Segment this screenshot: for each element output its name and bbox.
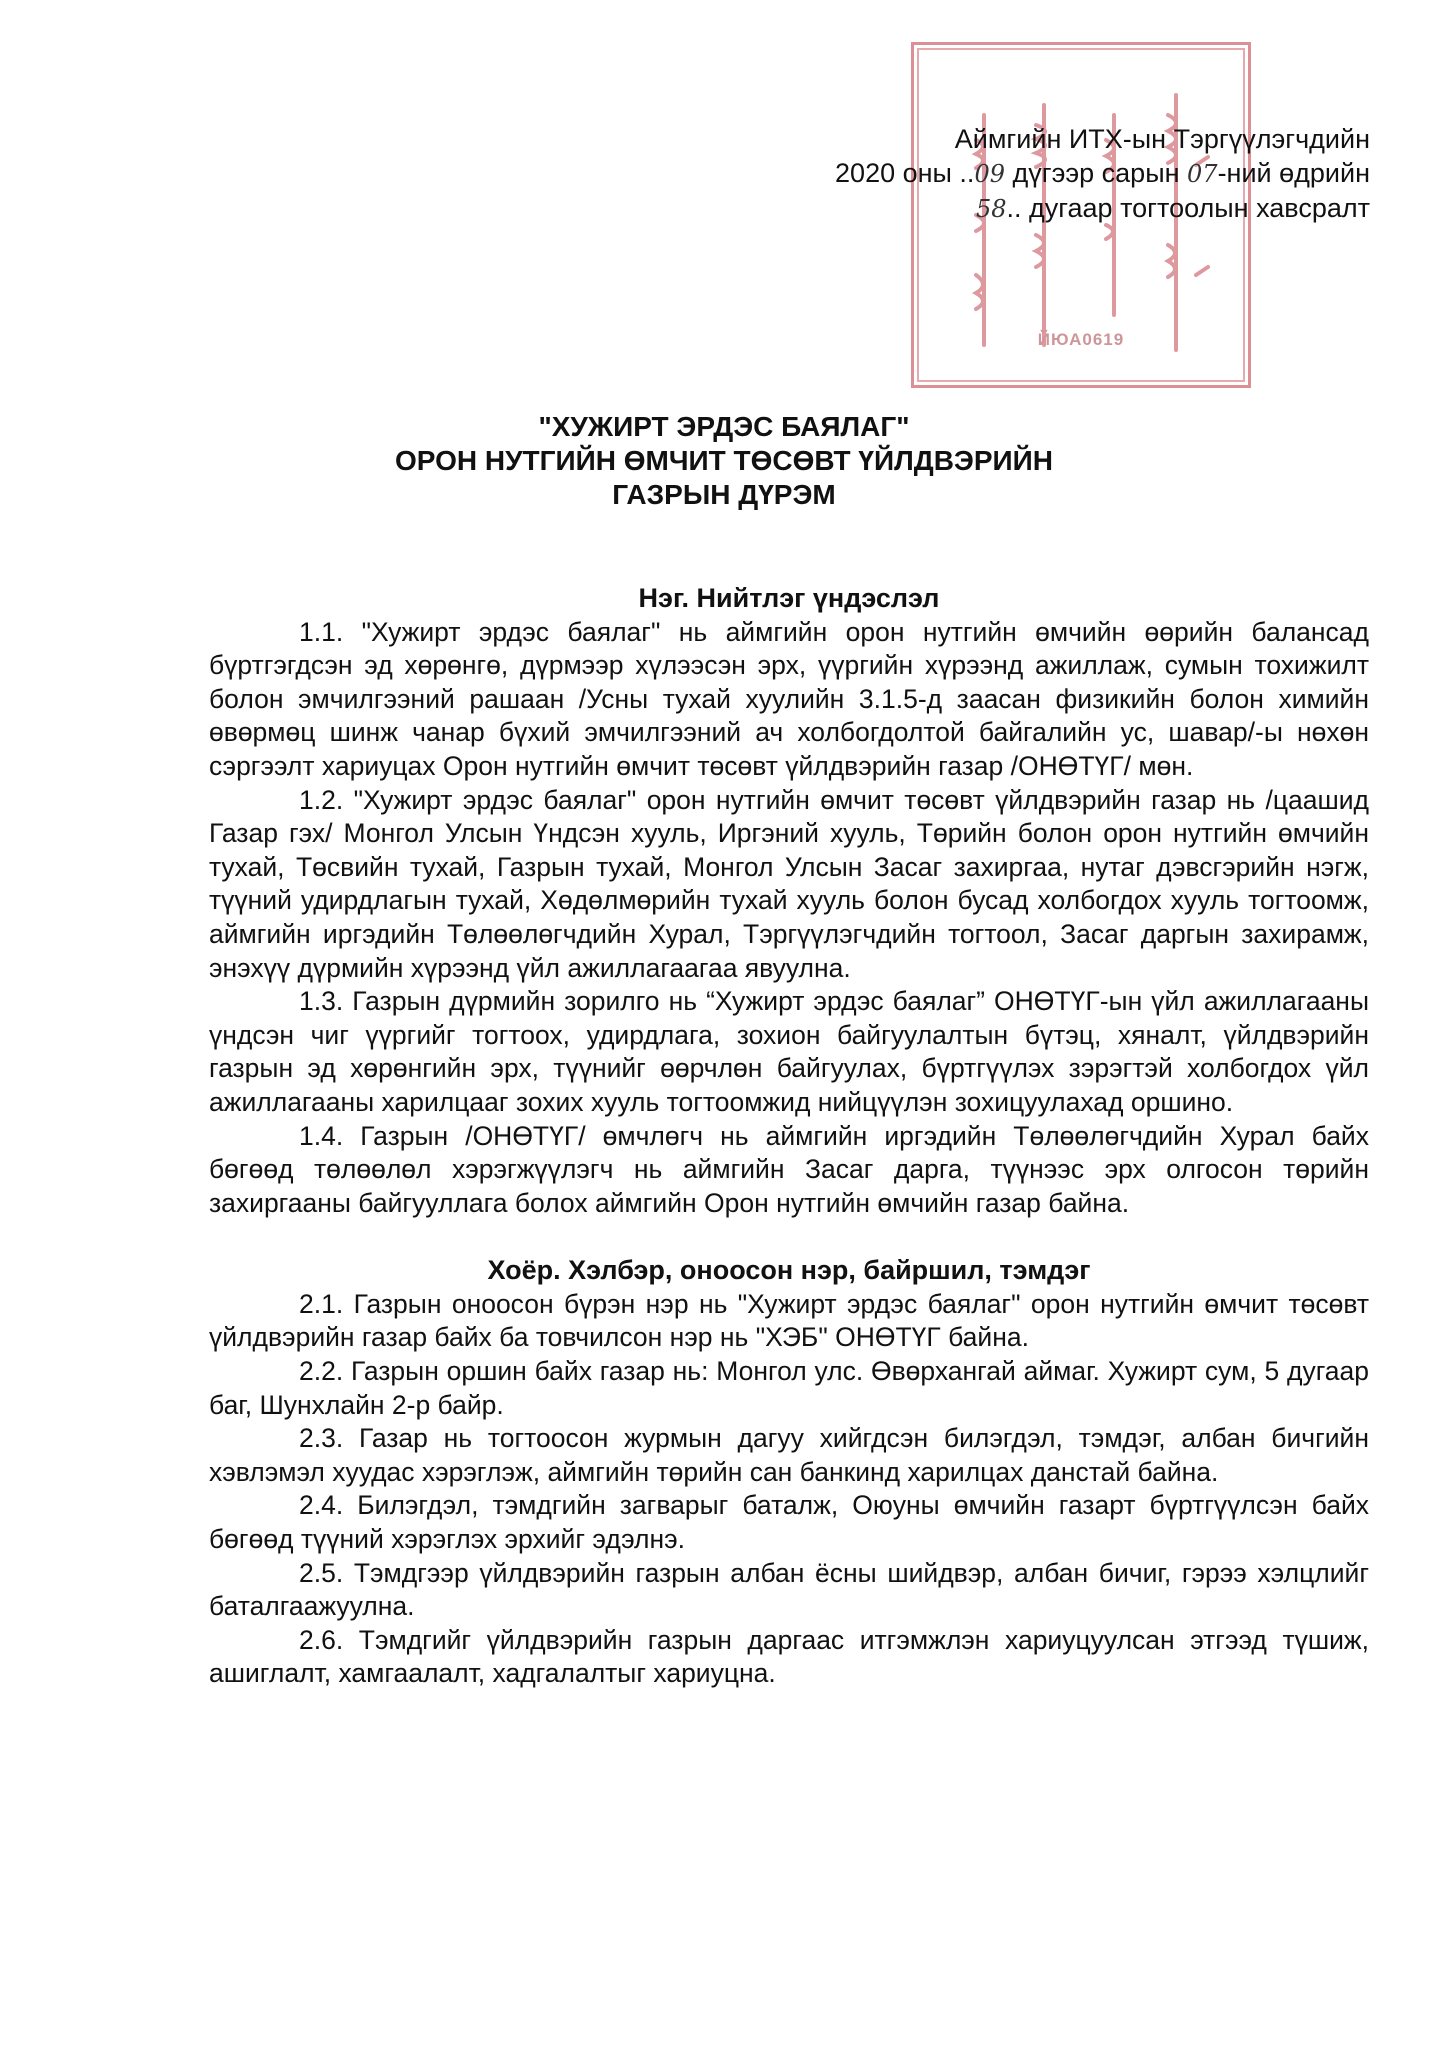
paragraph-1-2: 1.2. "Хужирт эрдэс баялаг" орон нутгийн өмчит төсөвт үйлдвэрийн газар нь /цаашид Газар гэх/ Монгол Улсын Үндсэн хууль, Иргэний хууль, Төрийн болон орон нутгийн өмчийн тухай, Төсвийн тухай, Газрын тухай, Монгол Улсын Засаг захиргаа, нутаг дэвсгэрийн нэгж, түүний удирдлагын тухай, Хөдөлмөрийн тухай хууль болон бусад холбогдох хууль тогтоомж, аймгийн иргэдийн Төлөөлөгчдийн Хурал, Тэргүүлэгчдийн тогтоол, Засаг даргын захирамж, энэхүү дүрмийн хүрээнд үйл ажиллагаагаа явуулна.	[209, 784, 1369, 983]
paragraph-2-1: 2.1. Газрын оноосон бүрэн нэр нь "Хужирт эрдэс баялаг" орон нутгийн өмчит төсөвт үйлдвэрийн газар байх ба товчилсон нэр нь "ХЭБ" ОНӨТҮГ байна.	[209, 1288, 1369, 1353]
section-heading-1: Нэг. Нийтлэг үндэслэл	[638, 583, 940, 613]
paragraph-2-4: 2.4. Билэгдэл, тэмдгийн загварыг баталж, Оюуны өмчийн газарт бүртгүүлсэн байх бөгөөд түүний хэрэглэх эрхийг эдэлнэ.	[209, 1490, 1369, 1555]
paragraph-2-5: 2.5. Тэмдгээр үйлдвэрийн газрын албан ёсны шийдвэр, албан бичиг, гэрээ хэлцлийг баталгаажуулна.	[209, 1557, 1369, 1622]
reference-resolution-text: .. дугаар тогтоолын хавсралт	[1006, 193, 1370, 223]
attachment-reference	[835, 122, 1370, 226]
document-body	[209, 582, 1369, 1691]
paragraph-2-3: 2.3. Газар нь тогтоосон журмын дагуу хийгдсэн билэгдэл, тэмдэг, албан бичгийн хэвлэмэл хуудас хэрэглэж, аймгийн төрийн сан банкинд харилцах данстай байна.	[209, 1423, 1369, 1487]
document-title	[0, 410, 1448, 512]
reference-year-text: 2020 оны ..	[835, 158, 975, 188]
reference-line-3	[835, 191, 1370, 226]
stamp-code: ЙЮА0619	[1037, 330, 1125, 349]
reference-line-2	[835, 156, 1370, 191]
title-line-2: ОРОН НУТГИЙН ӨМЧИТ ТӨСӨВТ ҮЙЛДВЭРИЙН	[394, 445, 1053, 476]
paragraph-1-4: 1.4. Газрын /ОНӨТҮГ/ өмчлөгч нь аймгийн иргэдийн Төлөөлөгчдийн Хурал байх бөгөөд төлөөлөл хэрэгжүүлэгч нь аймгийн Засаг дарга, түүнээс эрх олгосон төрийн захиргааны байгууллага болох аймгийн Орон нутгийн өмчийн газар байна.	[209, 1120, 1369, 1218]
paragraph-1-3: 1.3. Газрын дүрмийн зорилго нь “Хужирт эрдэс баялаг” ОНӨТҮГ-ын үйл ажиллагааны үндсэн чиг үүргийг тогтоох, удирдлага, зохион байгуулалтын бүтэц, хяналт, үйлдвэрийн газрын эд хөрөнгийн эрх, түүнийг өөрчлөн байгуулах, бүртгүүлэх зэрэгтэй холбогдох үйл ажиллагааны харилцааг зохих хууль тогтоомжид нийцүүлэн зохицуулахад оршино.	[209, 986, 1369, 1117]
reference-number-handwritten: 58	[975, 195, 1007, 223]
reference-line-1: Аймгийн ИТХ-ын Тэргүүлэгчдийн	[954, 124, 1370, 154]
title-line-3: ГАЗРЫН ДҮРЭМ	[612, 479, 836, 510]
paragraph-2-2: 2.2. Газрын оршин байх газар нь: Монгол улс. Өвөрхангай аймаг. Хужирт сум, 5 дугаар баг, Шунхлайн 2-р байр.	[209, 1356, 1369, 1420]
reference-month-handwritten: 09	[974, 160, 1005, 188]
reference-month-text: дүгээр сарын	[1004, 158, 1188, 188]
section-heading-2: Хоёр. Хэлбэр, оноосон нэр, байршил, тэмдэг	[487, 1255, 1091, 1286]
section-spacer	[209, 1220, 1369, 1254]
paragraph-2-6: 2.6. Тэмдгийг үйлдвэрийн газрын даргаас итгэмжлэн хариуцуулсан этгээд түшиж, ашиглалт, хамгаалалт, хадгалалтыг хариуцна.	[209, 1624, 1369, 1689]
reference-day-handwritten: 07	[1187, 160, 1218, 188]
title-line-1: "ХУЖИРТ ЭРДЭС БАЯЛАГ"	[538, 411, 910, 442]
reference-day-text: -ний өдрийн	[1217, 158, 1370, 188]
paragraph-1-1: 1.1. "Хужирт эрдэс баялаг" нь аймгийн орон нутгийн өмчийн өөрийн балансад бүртгэгдсэн эд хөрөнгө, дүрмээр хүлээсэн эрх, үүргийн хүрээнд ажиллаж, сумын тохижилт болон эмчилгээний рашаан /Усны тухай хуулийн 3.1.5-д заасан физикийн болон химийн өвөрмөц шинж чанар бүхий эмчилгээний ач холбогдолтой байгалийн ус, шавар/-ы нөхөн сэргээлт хариуцах Орон нутгийн өмчит төсөвт үйлдвэрийн газар /ОНӨТҮГ/ мөн.	[209, 616, 1369, 781]
